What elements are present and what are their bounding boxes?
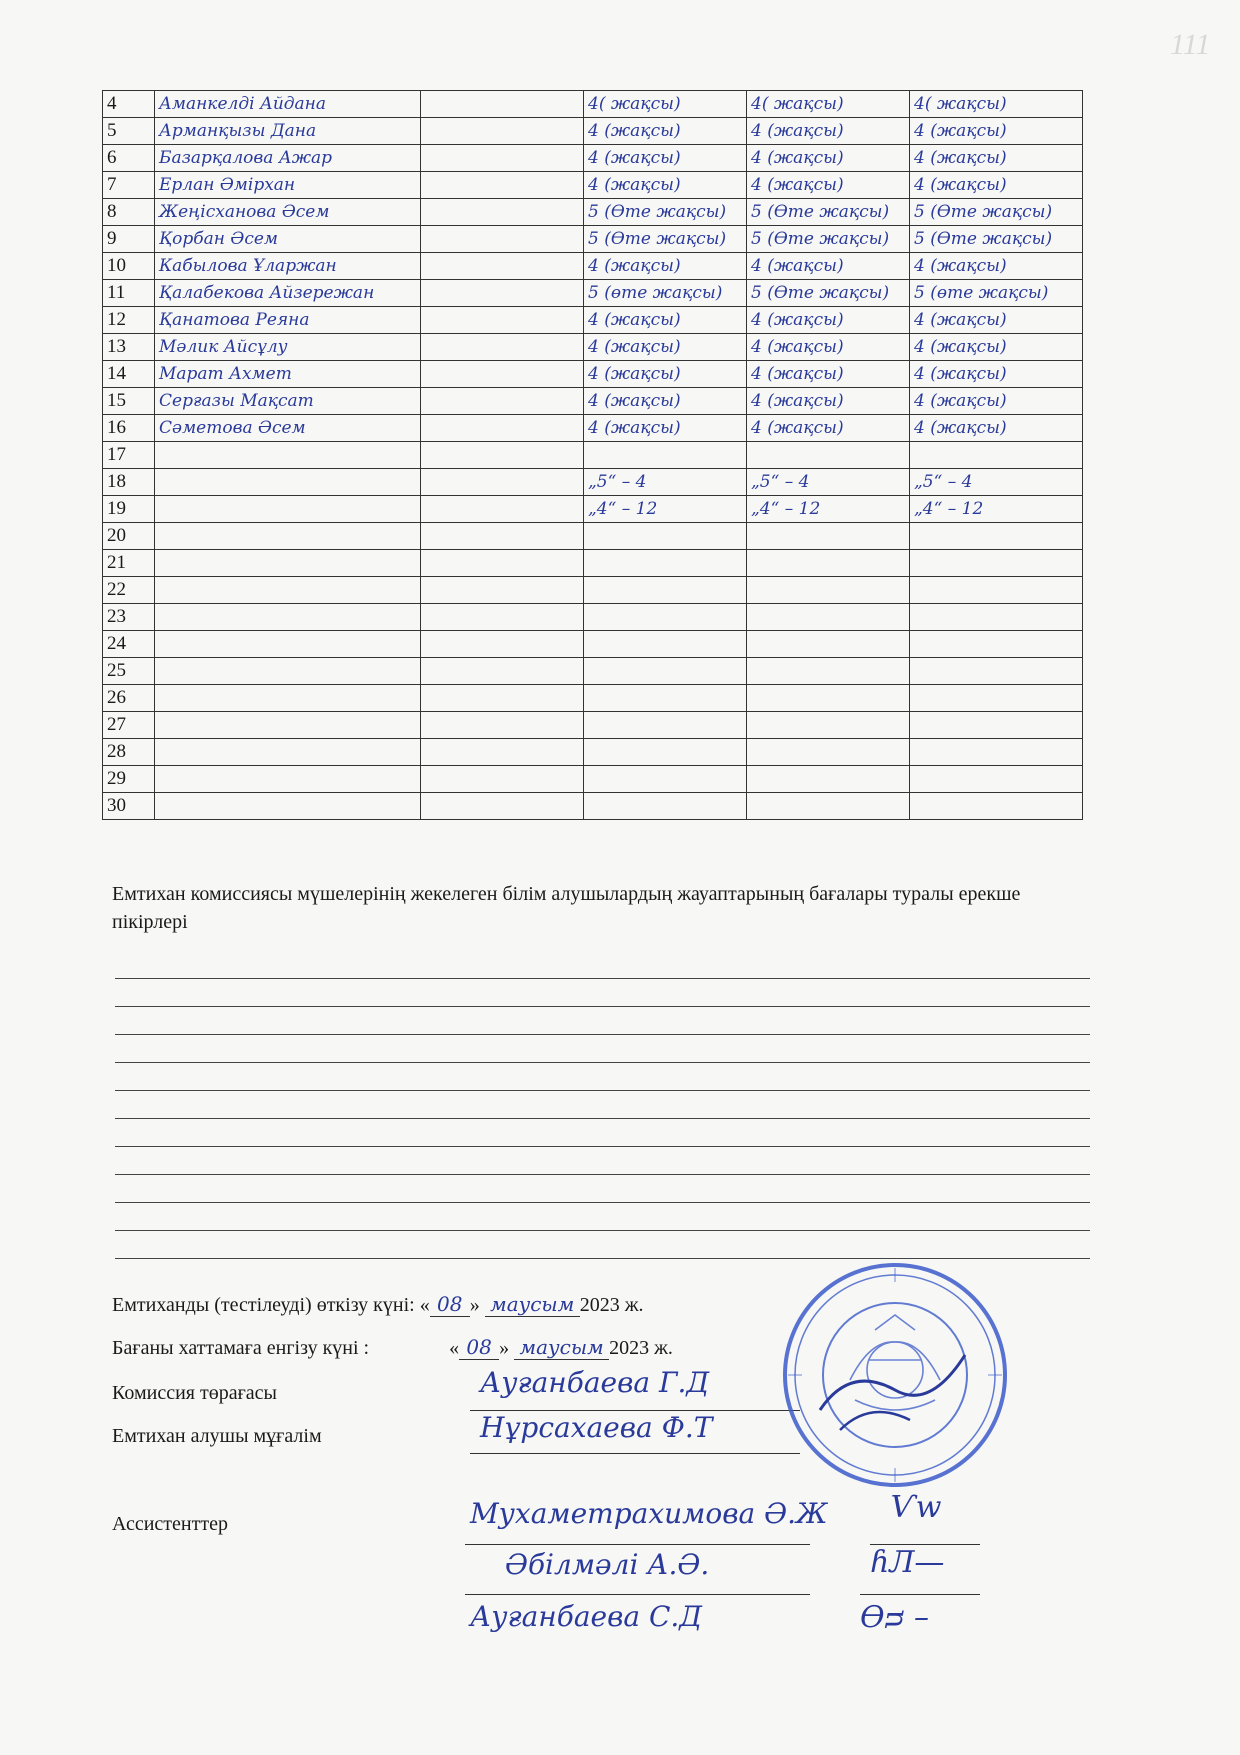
grade-2: 4 (жақсы) <box>747 361 910 388</box>
grade-1: 4 (жақсы) <box>584 415 747 442</box>
student-name <box>155 469 421 496</box>
student-name <box>155 631 421 658</box>
student-name <box>155 496 421 523</box>
empty-cell <box>421 523 584 550</box>
grade-1 <box>584 604 747 631</box>
student-name: Қалабекова Айзережан <box>155 280 421 307</box>
empty-cell <box>421 280 584 307</box>
table-row <box>103 469 1083 496</box>
grade-1 <box>584 658 747 685</box>
student-name: Жеңісханова Әсем <box>155 199 421 226</box>
row-number: 29 <box>103 766 155 793</box>
exam-date-month: маусым <box>485 1292 580 1317</box>
note-line <box>115 1090 1090 1091</box>
note-line <box>115 1202 1090 1203</box>
grade-3: 5 (Өте жақсы) <box>910 199 1083 226</box>
grade-date-day: 08 <box>459 1335 499 1360</box>
table-row <box>103 280 1083 307</box>
assistant-2-name: Әбілмәлі А.Ә. <box>505 1548 710 1581</box>
grade-2: „4“ – 12 <box>747 496 910 523</box>
table-row <box>103 685 1083 712</box>
empty-cell <box>421 631 584 658</box>
row-number: 9 <box>103 226 155 253</box>
empty-cell <box>421 361 584 388</box>
chair-label: Комиссия төрағасы <box>112 1382 277 1404</box>
grade-2: 4( жақсы) <box>747 91 910 118</box>
grade-date-month: маусым <box>514 1335 609 1360</box>
table-row <box>103 577 1083 604</box>
page-number: 111 <box>1170 28 1211 61</box>
grade-2: 4 (жақсы) <box>747 307 910 334</box>
table-row <box>103 118 1083 145</box>
student-name: Аманкелді Айдана <box>155 91 421 118</box>
grade-1 <box>584 523 747 550</box>
table-row <box>103 766 1083 793</box>
table-row <box>103 604 1083 631</box>
official-seal-stamp <box>780 1260 1010 1490</box>
grade-1 <box>584 577 747 604</box>
grade-3: 4 (жақсы) <box>910 361 1083 388</box>
student-name <box>155 658 421 685</box>
grade-1 <box>584 793 747 820</box>
grade-1 <box>584 442 747 469</box>
grade-date-year: 2023 <box>609 1337 650 1359</box>
grade-2: 4 (жақсы) <box>747 172 910 199</box>
empty-cell <box>421 172 584 199</box>
empty-cell <box>421 415 584 442</box>
table-row <box>103 793 1083 820</box>
row-number: 25 <box>103 658 155 685</box>
grade-1: 4 (жақсы) <box>584 334 747 361</box>
grade-3 <box>910 550 1083 577</box>
note-line <box>115 1062 1090 1063</box>
empty-cell <box>421 388 584 415</box>
grade-2 <box>747 577 910 604</box>
grade-3 <box>910 577 1083 604</box>
row-number: 22 <box>103 577 155 604</box>
grade-2 <box>747 658 910 685</box>
student-name: Ерлан Әмірхан <box>155 172 421 199</box>
grade-3: „5“ – 4 <box>910 469 1083 496</box>
grade-3: 4 (жақсы) <box>910 172 1083 199</box>
grade-2: 4 (жақсы) <box>747 415 910 442</box>
grade-1: 4 (жақсы) <box>584 145 747 172</box>
table-row <box>103 361 1083 388</box>
grade-2 <box>747 604 910 631</box>
grade-1: 5 (Өте жақсы) <box>584 226 747 253</box>
student-name: Базарқалова Ажар <box>155 145 421 172</box>
row-number: 24 <box>103 631 155 658</box>
grade-3 <box>910 523 1083 550</box>
grades-table <box>102 90 1083 820</box>
table-row <box>103 415 1083 442</box>
assistant-1-name: Мухаметрахимова Ә.Ж <box>470 1497 828 1530</box>
assistant-1-line <box>465 1510 810 1545</box>
student-name: Арманқызы Дана <box>155 118 421 145</box>
empty-cell <box>421 307 584 334</box>
table-row <box>103 334 1083 361</box>
empty-cell <box>421 226 584 253</box>
student-name: Қорбан Әсем <box>155 226 421 253</box>
grade-2 <box>747 712 910 739</box>
empty-cell <box>421 199 584 226</box>
grade-2: 5 (Өте жақсы) <box>747 199 910 226</box>
grade-1 <box>584 685 747 712</box>
student-name <box>155 712 421 739</box>
table-row <box>103 496 1083 523</box>
row-number: 13 <box>103 334 155 361</box>
student-name: Сәметова Әсем <box>155 415 421 442</box>
grade-2: 4 (жақсы) <box>747 334 910 361</box>
grade-3 <box>910 658 1083 685</box>
grade-1: 4( жақсы) <box>584 91 747 118</box>
grade-2: 5 (Өте жақсы) <box>747 226 910 253</box>
row-number: 23 <box>103 604 155 631</box>
note-line <box>115 1174 1090 1175</box>
grade-3 <box>910 739 1083 766</box>
grade-3: 4 (жақсы) <box>910 145 1083 172</box>
empty-cell <box>421 793 584 820</box>
table-row <box>103 550 1083 577</box>
grade-1: 4 (жақсы) <box>584 253 747 280</box>
grade-1: „4“ – 12 <box>584 496 747 523</box>
grade-1: 5 (Өте жақсы) <box>584 199 747 226</box>
note-line <box>115 1258 1090 1259</box>
empty-cell <box>421 469 584 496</box>
table-row <box>103 91 1083 118</box>
student-name: Мәлик Айсұлу <box>155 334 421 361</box>
assistant-1-signature: Ѵw <box>890 1490 942 1525</box>
table-row <box>103 388 1083 415</box>
grade-2 <box>747 631 910 658</box>
table-row <box>103 442 1083 469</box>
assistant-2-line <box>465 1560 810 1595</box>
student-name: Марат Ахмет <box>155 361 421 388</box>
grade-2 <box>747 442 910 469</box>
grade-3: 4 (жақсы) <box>910 253 1083 280</box>
row-number: 11 <box>103 280 155 307</box>
student-name <box>155 685 421 712</box>
grade-1: „5“ – 4 <box>584 469 747 496</box>
special-opinions-title: Емтихан комиссиясы мүшелерінің жекелеген білім алушылардың жауаптарының бағалары туралы ерекше пікірлері <box>112 883 1021 933</box>
student-name: Серғазы Мақсат <box>155 388 421 415</box>
row-number: 18 <box>103 469 155 496</box>
table-row <box>103 199 1083 226</box>
grade-1: 4 (жақсы) <box>584 118 747 145</box>
exam-date-label: Емтиханды (тестілеуді) өткізу күні: <box>112 1294 415 1316</box>
note-line <box>115 1146 1090 1147</box>
student-name: Кабылова Ұларжан <box>155 253 421 280</box>
student-name <box>155 550 421 577</box>
empty-cell <box>421 766 584 793</box>
empty-cell <box>421 739 584 766</box>
student-name <box>155 766 421 793</box>
row-number: 21 <box>103 550 155 577</box>
row-number: 12 <box>103 307 155 334</box>
assistant-2-signature: ɦЛ— <box>870 1545 945 1580</box>
empty-cell <box>421 118 584 145</box>
student-name: Қанатова Реяна <box>155 307 421 334</box>
assistant-2-sig-line <box>860 1560 980 1595</box>
grade-2: 4 (жақсы) <box>747 118 910 145</box>
row-number: 28 <box>103 739 155 766</box>
chair-name: Ауғанбаева Г.Д <box>480 1366 710 1399</box>
table-row <box>103 145 1083 172</box>
row-number: 5 <box>103 118 155 145</box>
teacher-name: Нұрсахаева Ф.Т <box>480 1411 713 1444</box>
row-number: 30 <box>103 793 155 820</box>
grade-2 <box>747 766 910 793</box>
grade-date-label: Бағаны хаттамаға енгізу күні : <box>112 1337 370 1359</box>
assistants-label: Ассистенттер <box>112 1513 228 1535</box>
student-name <box>155 793 421 820</box>
empty-cell <box>421 550 584 577</box>
grade-2 <box>747 739 910 766</box>
row-number: 6 <box>103 145 155 172</box>
student-name <box>155 739 421 766</box>
empty-cell <box>421 145 584 172</box>
grade-3 <box>910 766 1083 793</box>
grade-2: 4 (жақсы) <box>747 388 910 415</box>
note-line <box>115 1230 1090 1231</box>
grade-1: 4 (жақсы) <box>584 172 747 199</box>
exam-date-year: 2023 <box>579 1294 620 1316</box>
grade-3: 5 (өте жақсы) <box>910 280 1083 307</box>
assistant-3-name: Ауғанбаева С.Д <box>470 1600 703 1633</box>
grade-3 <box>910 442 1083 469</box>
grade-1 <box>584 550 747 577</box>
grade-1 <box>584 631 747 658</box>
empty-cell <box>421 712 584 739</box>
row-number: 20 <box>103 523 155 550</box>
exam-date-day: 08 <box>430 1292 470 1317</box>
table-row <box>103 523 1083 550</box>
row-number: 26 <box>103 685 155 712</box>
table-row <box>103 172 1083 199</box>
grade-1: 4 (жақсы) <box>584 388 747 415</box>
row-number: 8 <box>103 199 155 226</box>
empty-cell <box>421 658 584 685</box>
grade-2: 5 (Өте жақсы) <box>747 280 910 307</box>
grade-1: 5 (өте жақсы) <box>584 280 747 307</box>
table-row <box>103 226 1083 253</box>
table-row <box>103 307 1083 334</box>
grade-entry-date: Бағаны хаттамаға енгізу күні : « 08 » маусым 2023 ж. <box>112 1335 673 1359</box>
student-name <box>155 442 421 469</box>
empty-cell <box>421 685 584 712</box>
row-number: 16 <box>103 415 155 442</box>
empty-cell <box>421 91 584 118</box>
row-number: 27 <box>103 712 155 739</box>
grade-3: 5 (Өте жақсы) <box>910 226 1083 253</box>
table-row <box>103 658 1083 685</box>
empty-cell <box>421 496 584 523</box>
row-number: 14 <box>103 361 155 388</box>
grade-2: 4 (жақсы) <box>747 145 910 172</box>
grade-3 <box>910 712 1083 739</box>
teacher-label: Емтихан алушы мұғалім <box>112 1425 322 1447</box>
grade-3: 4 (жақсы) <box>910 307 1083 334</box>
student-name <box>155 523 421 550</box>
note-line <box>115 1034 1090 1035</box>
grade-3: „4“ – 12 <box>910 496 1083 523</box>
row-number: 15 <box>103 388 155 415</box>
table-row <box>103 253 1083 280</box>
grade-1 <box>584 712 747 739</box>
empty-cell <box>421 604 584 631</box>
exam-date: Емтиханды (тестілеуді) өткізу күні: « 08 » маусым 2023 ж. <box>112 1292 644 1316</box>
grade-3 <box>910 631 1083 658</box>
grade-2 <box>747 523 910 550</box>
grade-3: 4 (жақсы) <box>910 388 1083 415</box>
note-line <box>115 978 1090 979</box>
grade-2: „5“ – 4 <box>747 469 910 496</box>
row-number: 4 <box>103 91 155 118</box>
grade-2 <box>747 793 910 820</box>
grade-2 <box>747 550 910 577</box>
table-row <box>103 739 1083 766</box>
empty-cell <box>421 442 584 469</box>
empty-cell <box>421 334 584 361</box>
empty-cell <box>421 577 584 604</box>
row-number: 19 <box>103 496 155 523</box>
student-name <box>155 604 421 631</box>
table-row <box>103 712 1083 739</box>
grade-3 <box>910 793 1083 820</box>
grade-3 <box>910 604 1083 631</box>
grade-3: 4( жақсы) <box>910 91 1083 118</box>
grade-1 <box>584 766 747 793</box>
table-row <box>103 631 1083 658</box>
note-line <box>115 1118 1090 1119</box>
assistant-1-sig-line <box>870 1510 980 1545</box>
row-number: 17 <box>103 442 155 469</box>
grade-2: 4 (жақсы) <box>747 253 910 280</box>
grade-3: 4 (жақсы) <box>910 118 1083 145</box>
grade-3: 4 (жақсы) <box>910 334 1083 361</box>
grade-2 <box>747 685 910 712</box>
grade-1: 4 (жақсы) <box>584 307 747 334</box>
note-line <box>115 1006 1090 1007</box>
grade-1: 4 (жақсы) <box>584 361 747 388</box>
row-number: 7 <box>103 172 155 199</box>
grade-1 <box>584 739 747 766</box>
student-name <box>155 577 421 604</box>
empty-cell <box>421 253 584 280</box>
row-number: 10 <box>103 253 155 280</box>
assistant-3-signature: Ѳᴝ – <box>860 1600 930 1635</box>
grade-3 <box>910 685 1083 712</box>
grade-3: 4 (жақсы) <box>910 415 1083 442</box>
